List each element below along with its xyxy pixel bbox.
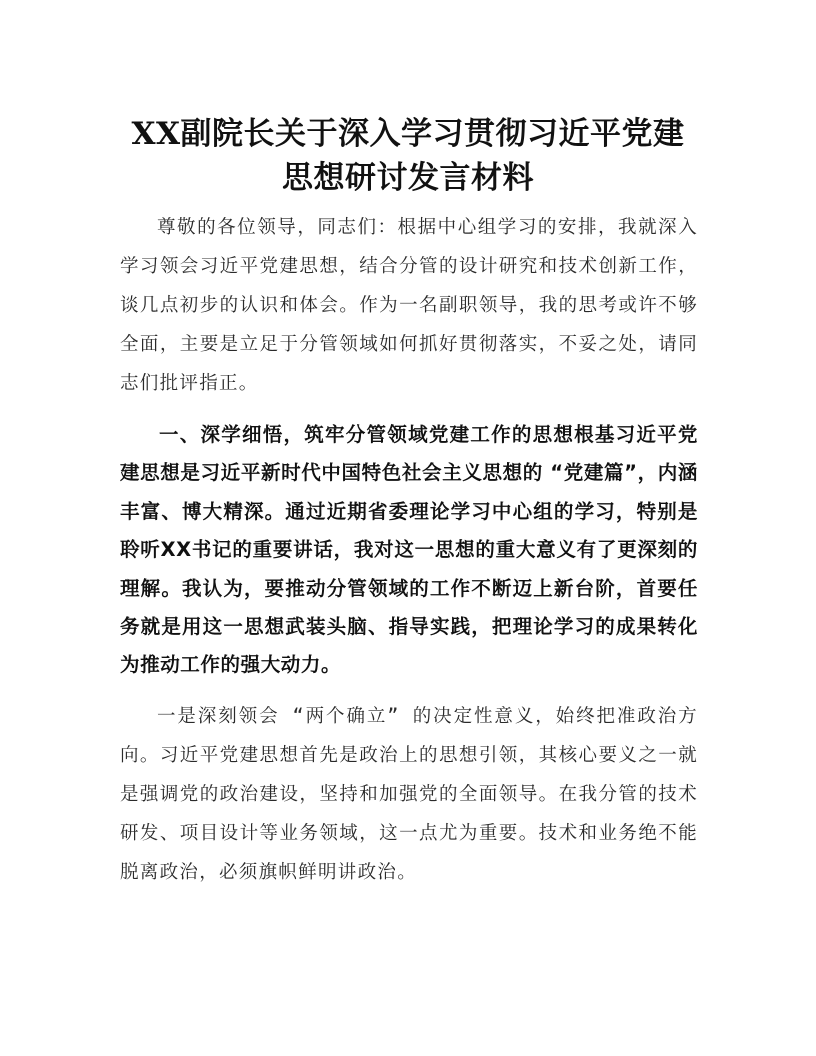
document-title: XX副院长关于深入学习贯彻习近平党建思想研讨发言材料 <box>131 116 685 196</box>
paragraph-greeting: 尊敬的各位领导，同志们：根据中心组学习的安排，我就深入学习领会习近平党建思想，结合分管的设计研究和技术创新工作，谈几点初步的认识和体会。作为一名副职领导，我的思考或许不够全面，主要是立足于分管领域如何抓好贯彻落实，不妥之处，请同志们批评指正。 <box>120 217 698 394</box>
paragraph-section-one: 一、深学细悟，筑牢分管领域党建工作的思想根基习近平党建思想是习近平新时代中国特色社会主义思想的 “党建篇”，内涵丰富、博大精深。通过近期省委理论学习中心组的学习，特别是聆听XX书记的重要讲话，我对这一思想的重大意义有了更深刻的理解。我认为，要推动分管领域的工作不断迈上新台阶，首要任务就是用这一思想武装头脑、指导实践，把理论学习的成果转化为推动工作的强大动力。 <box>120 423 698 677</box>
paragraph-point-one: 一是深刻领会 “两个确立” 的决定性意义，始终把准政治方向。习近平党建思想首先是政治上的思想引领，其核心要义之一就是强调党的政治建设，坚持和加强党的全面领导。在我分管的技术研发、项目设计等业务领域，这一点尤为重要。技术和业务绝不能脱离政治，必须旗帜鲜明讲政治。 <box>120 706 698 883</box>
